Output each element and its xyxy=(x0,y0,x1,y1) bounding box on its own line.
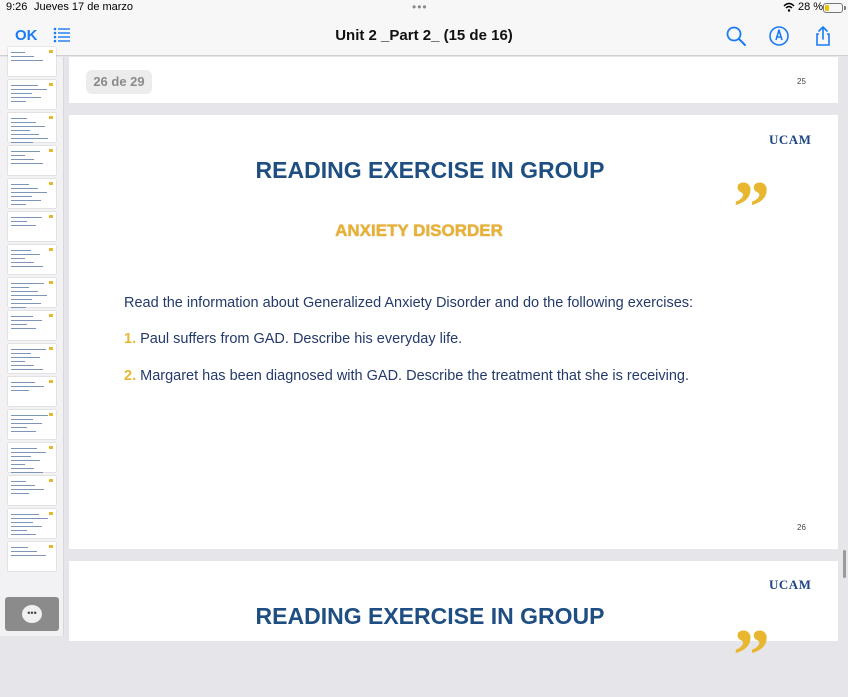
document-view[interactable] xyxy=(64,57,848,697)
thumbnail-sidebar[interactable] xyxy=(0,57,64,636)
page-thumbnail[interactable] xyxy=(8,344,56,373)
page-thumbnail[interactable] xyxy=(8,476,56,505)
current-page-thumbnail[interactable] xyxy=(5,597,59,631)
list-icon[interactable] xyxy=(53,27,71,43)
share-icon[interactable] xyxy=(812,25,834,47)
page-thumbnail[interactable] xyxy=(8,410,56,439)
page-thumbnail[interactable] xyxy=(8,80,56,109)
ok-button[interactable]: OK xyxy=(15,27,38,44)
exercise-item-1 xyxy=(124,331,462,347)
status-date: Jueves 17 de marzo xyxy=(34,1,134,13)
exercise-number: 2. xyxy=(124,368,137,384)
page-indicator: 26 de 29 xyxy=(86,70,152,94)
ucam-logo: UCAM xyxy=(769,132,812,147)
current-slide xyxy=(69,115,838,549)
slide-number: 25 xyxy=(797,77,806,86)
page-thumbnail[interactable] xyxy=(8,245,56,274)
battery-fill xyxy=(825,5,829,11)
next-slide xyxy=(69,561,838,697)
status-time: 9:26 xyxy=(6,1,28,13)
document-title: Unit 2 _Part 2_ (15 de 16) xyxy=(335,27,513,44)
multitasking-dots-icon[interactable]: ••• xyxy=(412,0,428,14)
slide-title: READING EXERCISE IN GROUP xyxy=(255,157,605,183)
page-thumbnail[interactable] xyxy=(8,113,56,142)
page-thumbnail[interactable] xyxy=(8,47,56,76)
exercise-text: Paul suffers from GAD. Describe his everyday life. xyxy=(140,331,463,347)
page-thumbnail[interactable] xyxy=(8,509,56,538)
more-options-icon[interactable]: ••• xyxy=(22,605,42,623)
status-bar xyxy=(0,0,848,16)
ucam-logo: UCAM xyxy=(769,577,812,592)
previous-slide xyxy=(69,57,838,103)
slide-subtitle: ANXIETY DISORDER xyxy=(335,221,503,240)
page-thumbnail[interactable] xyxy=(8,212,56,241)
search-icon[interactable] xyxy=(725,25,747,47)
scroll-indicator[interactable] xyxy=(843,550,846,578)
wifi-icon xyxy=(783,2,795,12)
toolbar xyxy=(0,16,848,56)
markup-icon[interactable] xyxy=(768,25,790,47)
slide-number: 26 xyxy=(797,523,806,532)
slide-title: READING EXERCISE IN GROUP xyxy=(255,603,605,629)
exercise-item-2 xyxy=(124,368,689,384)
battery-icon xyxy=(823,3,843,13)
page-thumbnail[interactable] xyxy=(8,443,56,472)
page-thumbnail[interactable] xyxy=(8,179,56,208)
page-thumbnail[interactable] xyxy=(8,377,56,406)
instruction-text: Read the information about Generalized Anxiety Disorder and do the following exercises: xyxy=(124,295,694,311)
battery-percent: 28 % xyxy=(798,1,824,13)
page-thumbnail[interactable] xyxy=(8,146,56,175)
quote-mark-icon: ” xyxy=(733,615,770,697)
page-thumbnail[interactable] xyxy=(8,542,56,571)
page-thumbnail[interactable] xyxy=(8,311,56,340)
quote-mark-icon: ” xyxy=(733,167,770,249)
exercise-number: 1. xyxy=(124,331,137,347)
exercise-text: Margaret has been diagnosed with GAD. Describe the treatment that she is receiving. xyxy=(140,368,689,384)
page-thumbnail[interactable] xyxy=(8,278,56,307)
